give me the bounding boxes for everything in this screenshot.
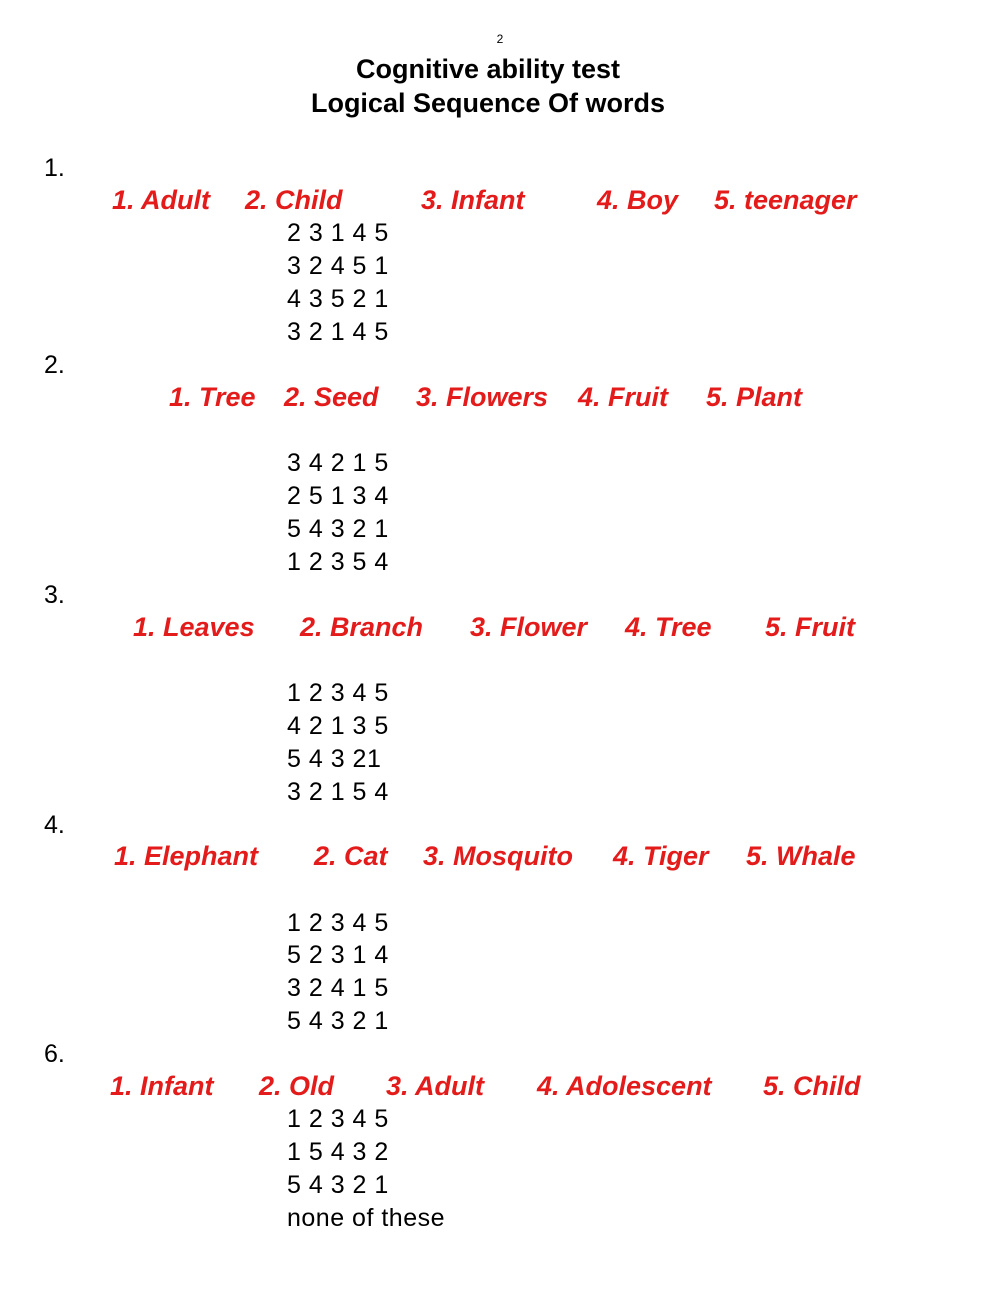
word-item: 4. Adolescent bbox=[537, 1071, 712, 1101]
word-item: 3. Adult bbox=[386, 1071, 484, 1101]
word-item: 5. Fruit bbox=[765, 612, 856, 642]
word-item: 1. Leaves bbox=[133, 612, 255, 642]
answer-option[interactable]: 3 4 2 1 5 bbox=[287, 449, 389, 477]
word-item: 3. Infant bbox=[421, 185, 525, 215]
answer-option[interactable]: 1 2 3 4 5 bbox=[287, 679, 389, 707]
answer-option[interactable]: 1 2 3 4 5 bbox=[287, 1105, 389, 1133]
answer-option[interactable]: 4 2 1 3 5 bbox=[287, 712, 389, 740]
word-item: 4. Boy bbox=[597, 185, 679, 215]
answer-option[interactable]: 3 2 4 1 5 bbox=[287, 974, 389, 1002]
word-item: 3. Mosquito bbox=[423, 841, 573, 871]
answer-option[interactable]: 3 2 1 4 5 bbox=[287, 318, 389, 346]
answer-option[interactable]: 1 2 3 5 4 bbox=[287, 548, 389, 576]
word-item: 5. Child bbox=[763, 1071, 861, 1101]
word-item: 2. Seed bbox=[284, 382, 379, 412]
answer-option[interactable]: 3 2 4 5 1 bbox=[287, 252, 389, 280]
answer-option[interactable]: 4 3 5 2 1 bbox=[287, 285, 389, 313]
word-item: 5. Whale bbox=[746, 841, 856, 871]
answer-option[interactable]: 3 2 1 5 4 bbox=[287, 778, 389, 806]
answer-option[interactable]: none of these bbox=[287, 1204, 446, 1232]
answer-option[interactable]: 1 2 3 4 5 bbox=[287, 909, 389, 937]
word-item: 1. Elephant bbox=[114, 841, 259, 871]
word-item: 3. Flower bbox=[470, 612, 588, 642]
answer-option[interactable]: 1 5 4 3 2 bbox=[287, 1138, 389, 1166]
answer-option[interactable]: 5 4 3 21 bbox=[287, 745, 382, 773]
word-item: 1. Tree bbox=[169, 382, 256, 412]
word-item: 4. Fruit bbox=[578, 382, 669, 412]
question-number: 4. bbox=[44, 811, 65, 839]
answer-option[interactable]: 2 5 1 3 4 bbox=[287, 482, 389, 510]
page-subtitle: Logical Sequence Of words bbox=[310, 88, 666, 118]
word-item: 4. Tree bbox=[625, 612, 712, 642]
word-item: 2. Branch bbox=[300, 612, 424, 642]
word-item: 4. Tiger bbox=[613, 841, 709, 871]
question-number: 2. bbox=[44, 351, 65, 379]
word-item: 2. Child bbox=[245, 185, 343, 215]
word-item: 1. Infant bbox=[110, 1071, 214, 1101]
word-item: 5. Plant bbox=[706, 382, 803, 412]
word-item: 2. Cat bbox=[314, 841, 388, 871]
answer-option[interactable]: 2 3 1 4 5 bbox=[287, 219, 389, 247]
answer-option[interactable]: 5 4 3 2 1 bbox=[287, 515, 389, 543]
page-number: 2 bbox=[496, 32, 504, 46]
question-number: 3. bbox=[44, 581, 65, 609]
answer-option[interactable]: 5 4 3 2 1 bbox=[287, 1171, 389, 1199]
word-item: 1. Adult bbox=[112, 185, 210, 215]
word-item: 2. Old bbox=[259, 1071, 335, 1101]
answer-option[interactable]: 5 4 3 2 1 bbox=[287, 1007, 389, 1035]
question-number: 6. bbox=[44, 1040, 65, 1068]
answer-option[interactable]: 5 2 3 1 4 bbox=[287, 941, 389, 969]
word-item: 3. Flowers bbox=[416, 382, 549, 412]
word-item: 5. teenager bbox=[714, 185, 857, 215]
page-title: Cognitive ability test bbox=[355, 54, 621, 84]
question-number: 1. bbox=[44, 154, 65, 182]
